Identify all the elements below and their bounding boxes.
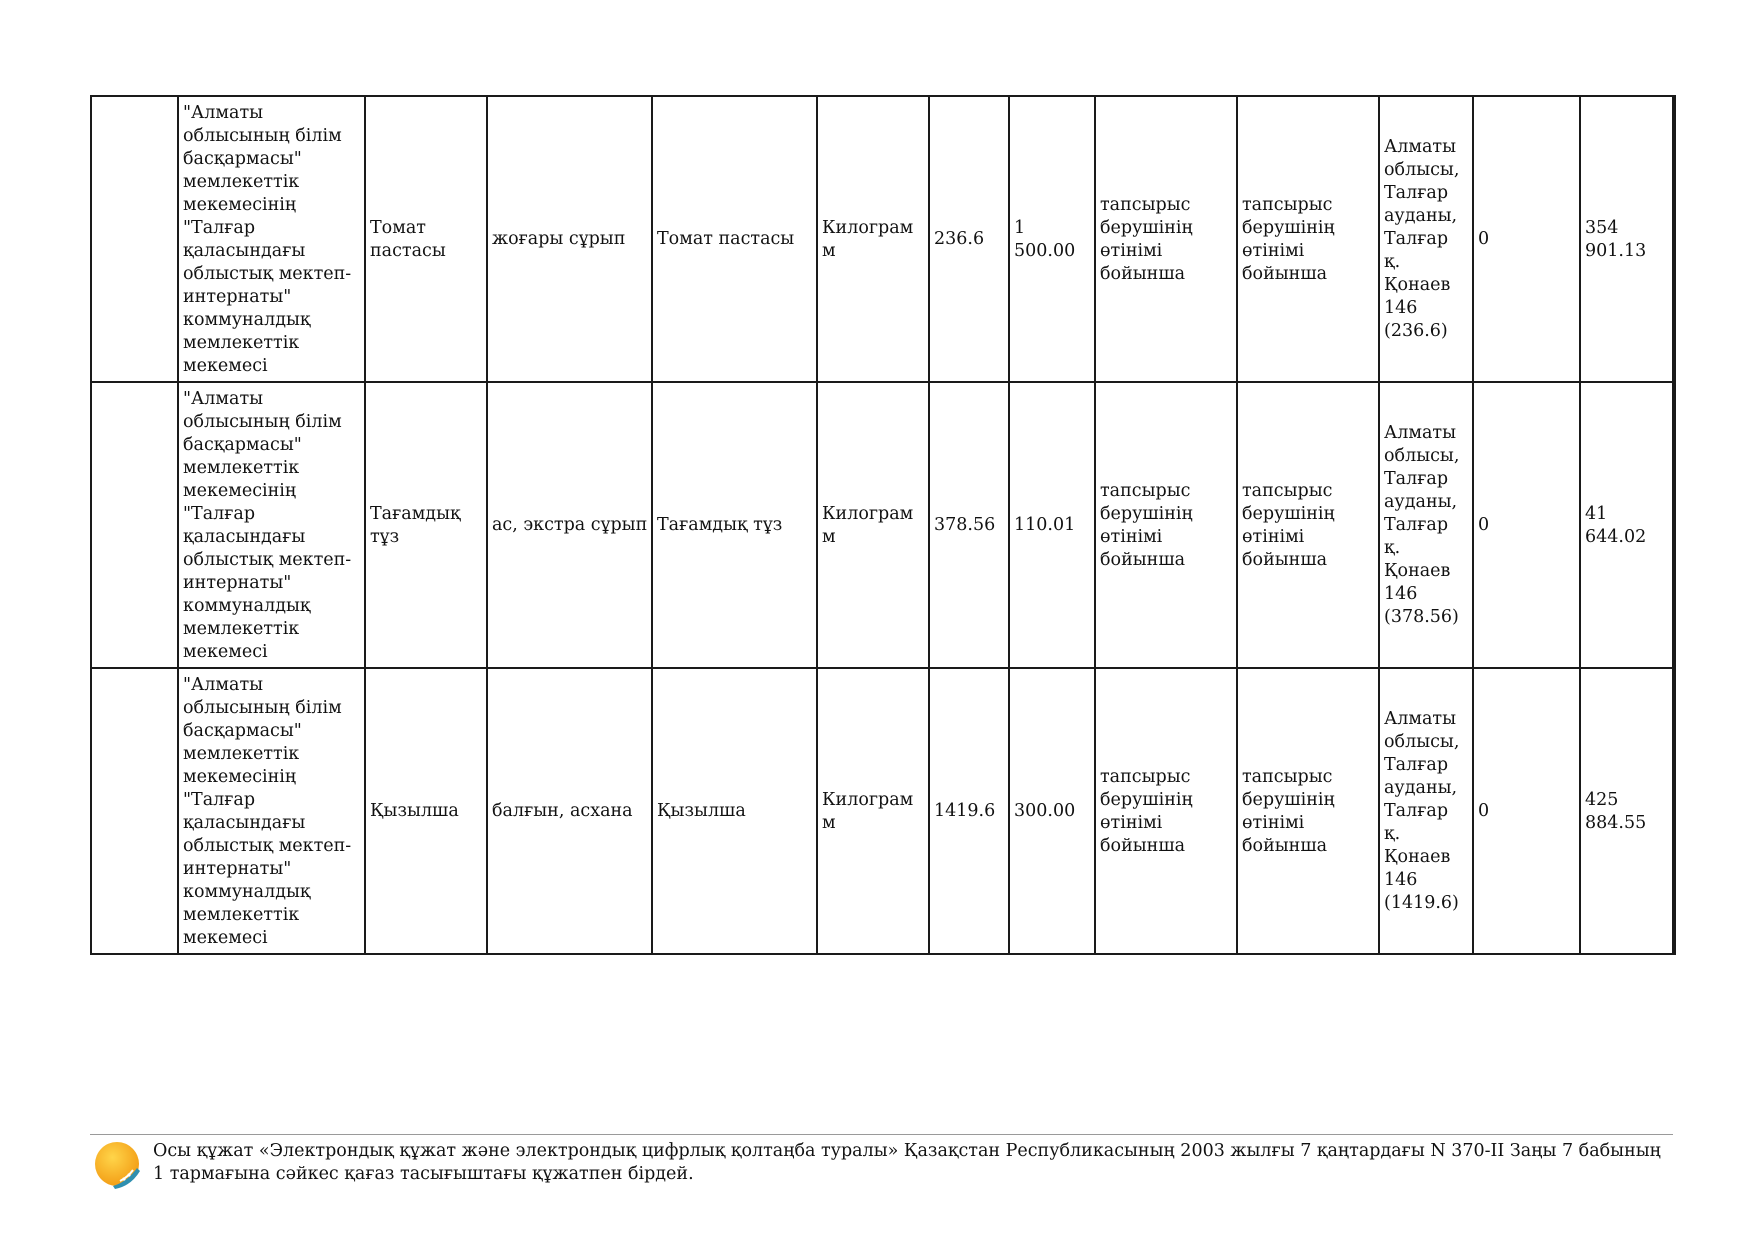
table-row	[91, 668, 1674, 954]
item-name-cell: Қызылша	[365, 668, 487, 954]
price-cell: 300.00	[1009, 668, 1095, 954]
quantity-cell: 1419.6	[929, 668, 1009, 954]
delivery-terms-cell: тапсырыс берушінің өтінімі бойынша	[1095, 382, 1237, 668]
delivery-place-cell: Алматы облысы, Талғар ауданы, Талғар қ. Қонаев 146 (236.6)	[1379, 96, 1473, 382]
amount-cell: 425 884.55	[1580, 668, 1674, 954]
customer-cell: "Алматы облысының білім басқармасы" мемлекеттік мекемесінің "Талғар қаласындағы облыстық мектеп-интернаты" коммуналдық мемлекеттік мекемесі	[178, 668, 365, 954]
legal-notice-text: Осы құжат «Электрондық құжат және электрондық цифрлық қолтаңба туралы» Қазақстан Республикасының 2003 жылғы 7 қаңтардағы N 370-II Заңы 7 бабының 1 тармағына сәйкес қағаз тасығыштағы құжатпен бірдей.	[153, 1141, 1661, 1184]
document-footer	[93, 1140, 1673, 1190]
description-cell: Томат пастасы	[652, 96, 817, 382]
row-number-cell	[91, 382, 178, 668]
unit-cell: Килограмм	[817, 96, 929, 382]
delivery-place-cell: Алматы облысы, Талғар ауданы, Талғар қ. Қонаев 146 (1419.6)	[1379, 668, 1473, 954]
characteristic-cell: ас, экстра сұрып	[487, 382, 652, 668]
table-row	[91, 96, 1674, 382]
unit-cell: Килограмм	[817, 668, 929, 954]
row-number-cell	[91, 96, 178, 382]
quantity-cell: 236.6	[929, 96, 1009, 382]
unit-cell: Килограмм	[817, 382, 929, 668]
characteristic-cell: жоғары сұрып	[487, 96, 652, 382]
price-cell: 110.01	[1009, 382, 1095, 668]
delivery-period-cell: тапсырыс берушінің өтінімі бойынша	[1237, 96, 1379, 382]
advance-cell: 0	[1473, 668, 1580, 954]
quantity-cell: 378.56	[929, 382, 1009, 668]
customer-cell: "Алматы облысының білім басқармасы" мемлекеттік мекемесінің "Талғар қаласындағы облыстық мектеп-интернаты" коммуналдық мемлекеттік мекемесі	[178, 382, 365, 668]
description-cell: Қызылша	[652, 668, 817, 954]
egov-sun-logo-icon	[93, 1140, 143, 1190]
item-name-cell: Тағамдық тұз	[365, 382, 487, 668]
amount-cell: 354 901.13	[1580, 96, 1674, 382]
characteristic-cell: балғын, асхана	[487, 668, 652, 954]
delivery-period-cell: тапсырыс берушінің өтінімі бойынша	[1237, 382, 1379, 668]
footer-divider	[90, 1134, 1673, 1135]
advance-cell: 0	[1473, 96, 1580, 382]
table-row	[91, 382, 1674, 668]
delivery-place-cell: Алматы облысы, Талғар ауданы, Талғар қ. Қонаев 146 (378.56)	[1379, 382, 1473, 668]
price-cell: 1 500.00	[1009, 96, 1095, 382]
customer-cell: "Алматы облысының білім басқармасы" мемлекеттік мекемесінің "Талғар қаласындағы облыстық мектеп-интернаты" коммуналдық мемлекеттік мекемесі	[178, 96, 365, 382]
item-name-cell: Томат пастасы	[365, 96, 487, 382]
delivery-terms-cell: тапсырыс берушінің өтінімі бойынша	[1095, 96, 1237, 382]
row-number-cell	[91, 668, 178, 954]
advance-cell: 0	[1473, 382, 1580, 668]
procurement-table	[90, 95, 1676, 955]
description-cell: Тағамдық тұз	[652, 382, 817, 668]
amount-cell: 41 644.02	[1580, 382, 1674, 668]
delivery-terms-cell: тапсырыс берушінің өтінімі бойынша	[1095, 668, 1237, 954]
delivery-period-cell: тапсырыс берушінің өтінімі бойынша	[1237, 668, 1379, 954]
